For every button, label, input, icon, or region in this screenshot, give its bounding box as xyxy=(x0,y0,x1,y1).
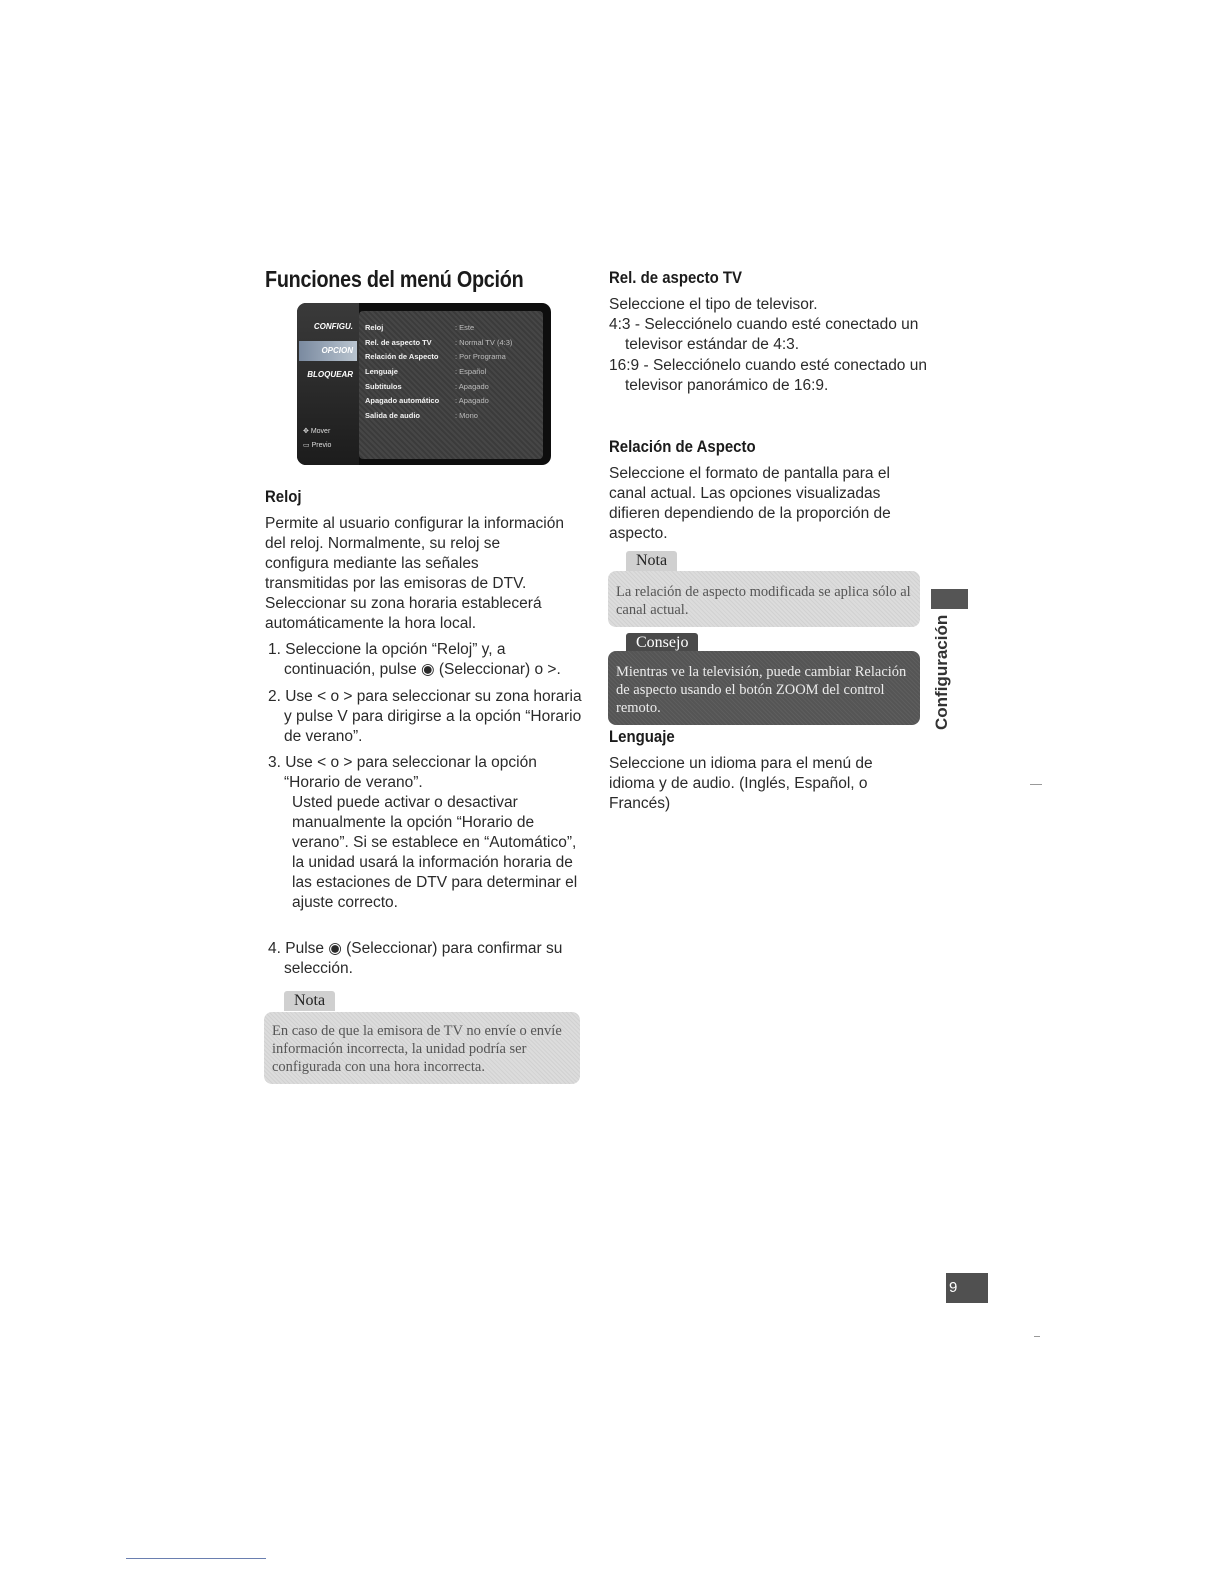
tv-menu-screenshot xyxy=(297,303,551,465)
tv-row-value: : Este xyxy=(455,323,475,332)
section-tab-marker xyxy=(931,589,968,609)
tv-row-value: : Mono xyxy=(455,411,478,420)
tv-footer-previous: ▭ Previo xyxy=(303,442,332,449)
tv-tab-opcion: OPCION xyxy=(299,341,357,361)
tv-row-label: Subtitulos xyxy=(365,382,402,391)
reloj-step: 1. Seleccione la opción “Reloj” y, a continuación, pulse ◉ (Seleccionar) o >. xyxy=(268,641,561,678)
rel-aspecto-tv-line: 16:9 - Selecciónelo cuando esté conectado un televisor panorámico de 16:9. xyxy=(609,357,927,394)
tv-row-value: : Normal TV (4:3) xyxy=(455,338,513,347)
consejo-tag: Consejo xyxy=(626,633,698,653)
reloj-intro: Permite al usuario configurar la información del reloj. Normalmente, su reloj se configura mediante las señales transmitidas por las emisoras de DTV. Seleccionar su zona horaria establecerá automáticamente la hora local. xyxy=(265,515,564,632)
footer-rule xyxy=(126,1558,266,1559)
tv-row-label: Salida de audio xyxy=(365,411,421,420)
consejo-box: Mientras ve la televisión, puede cambiar Relación de aspecto usando el botón ZOOM del control remoto. xyxy=(608,651,920,725)
page-title: Funciones del menú Opción xyxy=(265,266,524,292)
relacion-aspecto-text: Seleccione el formato de pantalla para el canal actual. Las opciones visualizadas difieren dependiendo de la proporción de aspecto. xyxy=(609,465,891,542)
relacion-aspecto-heading: Relación de Aspecto xyxy=(609,437,756,456)
tv-row-label: Lenguaje xyxy=(365,367,398,376)
tv-row-label: Apagado automático xyxy=(365,396,440,405)
rel-aspecto-tv-line: 4:3 - Selecciónelo cuando esté conectado un televisor estándar de 4:3. xyxy=(609,316,919,353)
rel-aspecto-tv-line: Seleccione el tipo de televisor. xyxy=(609,296,818,313)
tv-row-label: Relación de Aspecto xyxy=(365,352,439,361)
tv-row-value: : Apagado xyxy=(455,382,489,391)
tv-row-value: : Apagado xyxy=(455,396,489,405)
tv-tab-bloquear: BLOQUEAR xyxy=(307,370,353,379)
margin-mark xyxy=(1034,1336,1040,1337)
tv-row-value: : Español xyxy=(455,367,487,376)
lenguaje-text: Seleccione un idioma para el menú de idioma y de audio. (Inglés, Español, o Francés) xyxy=(609,755,873,812)
reloj-step: 4. Pulse ◉ (Seleccionar) para confirmar su selección. xyxy=(268,940,563,977)
margin-mark xyxy=(1030,784,1042,785)
nota-box-left: En caso de que la emisora de TV no envíe o envíe información incorrecta, la unidad podría ser configurada con una hora incorrecta. xyxy=(264,1012,580,1084)
menu-button-icon: ▭ xyxy=(303,442,310,449)
tv-tab-config: CONFIGU. xyxy=(313,322,353,331)
reloj-step: 3. Use < o > para seleccionar la opción “Horario de verano”. xyxy=(268,754,537,791)
move-arrows-icon: ✥ xyxy=(303,428,309,435)
lenguaje-heading: Lenguaje xyxy=(609,727,675,746)
reloj-step3-detail: Usted puede activar o desactivar manualmente la opción “Horario de verano”. Si se establece en “Automático”, la unidad usará la información horaria de las estaciones de DTV para determinar el ajuste correcto. xyxy=(292,794,578,911)
reloj-step: 2. Use < o > para seleccionar su zona horaria y pulse V para dirigirse a la opción “Horario de verano”. xyxy=(268,688,582,745)
nota-tag-right: Nota xyxy=(626,551,677,571)
nota-box-right: La relación de aspecto modificada se aplica sólo al canal actual. xyxy=(608,571,920,627)
tv-footer-move: ✥ Mover xyxy=(303,428,331,435)
section-sidebar-label: Configuración xyxy=(932,614,951,730)
tv-row-label: Rel. de aspecto TV xyxy=(365,338,432,347)
tv-row-value: : Por Programa xyxy=(455,352,506,361)
reloj-heading: Reloj xyxy=(265,487,302,506)
nota-tag-left: Nota xyxy=(284,991,335,1011)
rel-aspecto-tv-heading: Rel. de aspecto TV xyxy=(609,268,743,287)
page-number: 9 xyxy=(946,1273,988,1303)
tv-row-label: Reloj xyxy=(365,323,384,332)
